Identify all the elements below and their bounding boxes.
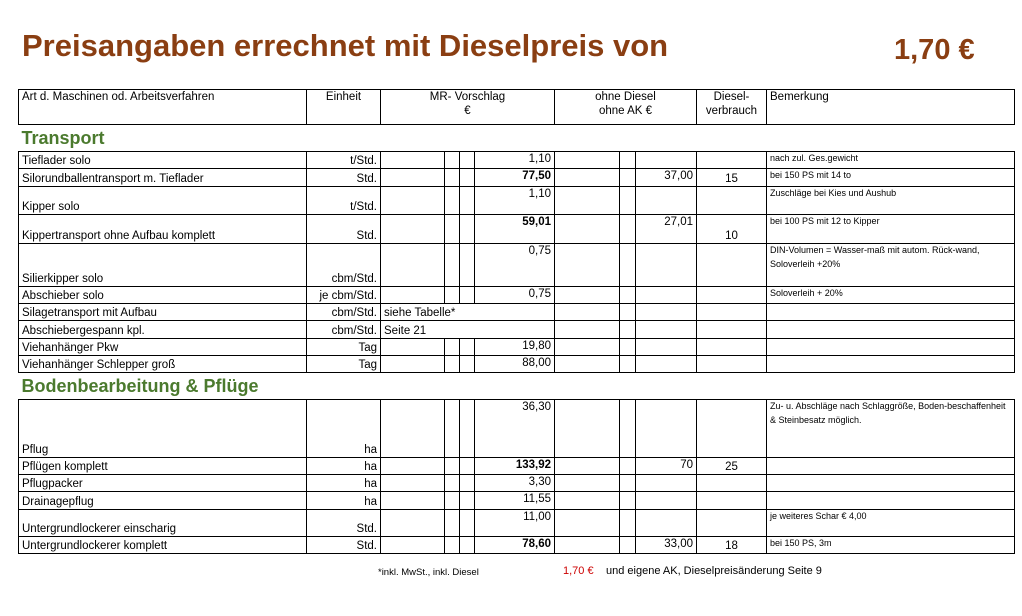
cell-empty — [381, 356, 445, 373]
table-row — [19, 187, 1015, 215]
cell-name: Pflugpacker — [19, 475, 307, 492]
cell-empty — [445, 152, 460, 169]
cell-unit: cbm/Std. — [307, 244, 381, 287]
cell-remark: Soloverleih + 20% — [767, 287, 1015, 304]
cell-empty — [445, 287, 460, 304]
header-mr-line2: € — [464, 105, 471, 117]
footer-note: *inkl. MwSt., inkl. Diesel — [378, 567, 479, 578]
cell-empty — [381, 510, 445, 537]
cell-price-note: Seite 21 — [381, 321, 555, 339]
cell-empty — [620, 304, 636, 321]
cell-no-diesel — [636, 304, 697, 321]
cell-empty — [381, 537, 445, 554]
cell-diesel — [697, 339, 767, 356]
cell-name: Abschieber solo — [19, 287, 307, 304]
cell-empty — [620, 537, 636, 554]
cell-empty — [555, 400, 620, 458]
cell-empty — [381, 400, 445, 458]
cell-empty — [445, 169, 460, 187]
cell-price: 0,75 — [475, 287, 555, 304]
cell-price: 11,55 — [475, 492, 555, 510]
cell-name: Kippertransport ohne Aufbau komplett — [19, 215, 307, 244]
header-diesel-line2: verbrauch — [705, 105, 758, 117]
cell-empty — [381, 187, 445, 215]
cell-empty — [555, 244, 620, 287]
cell-empty — [381, 244, 445, 287]
cell-remark — [767, 492, 1015, 510]
cell-unit: ha — [307, 492, 381, 510]
cell-unit: Std. — [307, 510, 381, 537]
cell-unit: t/Std. — [307, 187, 381, 215]
cell-price: 11,00 — [475, 510, 555, 537]
cell-empty — [460, 339, 475, 356]
cell-name: Silagetransport mit Aufbau — [19, 304, 307, 321]
cell-unit: ha — [307, 400, 381, 458]
header-nodiesel-line1: ohne Diesel — [595, 91, 656, 103]
header-diesel-line1: Diesel- — [713, 91, 750, 103]
boden-rows — [19, 400, 1015, 554]
cell-price: 19,80 — [475, 339, 555, 356]
cell-empty — [460, 187, 475, 215]
cell-empty — [555, 492, 620, 510]
cell-diesel — [697, 510, 767, 537]
cell-empty — [381, 475, 445, 492]
cell-unit: cbm/Std. — [307, 304, 381, 321]
cell-name: Abschiebergespann kpl. — [19, 321, 307, 339]
cell-empty — [445, 215, 460, 244]
table-row — [19, 356, 1015, 373]
cell-no-diesel — [636, 475, 697, 492]
cell-unit: t/Std. — [307, 152, 381, 169]
cell-diesel — [697, 187, 767, 215]
cell-no-diesel — [636, 356, 697, 373]
table-header-row — [19, 90, 1015, 125]
cell-empty — [381, 152, 445, 169]
cell-unit: Tag — [307, 339, 381, 356]
table-row — [19, 169, 1015, 187]
cell-empty — [555, 187, 620, 215]
cell-name: Kipper solo — [19, 187, 307, 215]
cell-price-note: siehe Tabelle* — [381, 304, 555, 321]
cell-unit: ha — [307, 475, 381, 492]
cell-diesel: 25 — [697, 458, 767, 475]
header-col-mr — [381, 90, 555, 125]
cell-unit: Tag — [307, 356, 381, 373]
cell-empty — [460, 400, 475, 458]
cell-empty — [460, 510, 475, 537]
cell-diesel — [697, 321, 767, 339]
cell-empty — [460, 215, 475, 244]
cell-unit: je cbm/Std. — [307, 287, 381, 304]
section-transport: Transport — [19, 125, 1015, 152]
cell-empty — [555, 169, 620, 187]
cell-no-diesel — [636, 244, 697, 287]
cell-price: 88,00 — [475, 356, 555, 373]
cell-name: Viehanhänger Pkw — [19, 339, 307, 356]
cell-remark: bei 150 PS, 3m — [767, 537, 1015, 554]
cell-price: 1,10 — [475, 187, 555, 215]
header-col-remark: Bemerkung — [767, 90, 1015, 125]
cell-empty — [555, 475, 620, 492]
cell-no-diesel — [636, 152, 697, 169]
cell-empty — [381, 339, 445, 356]
cell-empty — [445, 187, 460, 215]
cell-no-diesel: 37,00 — [636, 169, 697, 187]
header-col-name: Art d. Maschinen od. Arbeitsverfahren — [19, 90, 307, 125]
cell-empty — [555, 304, 620, 321]
cell-empty — [381, 287, 445, 304]
header-col-diesel — [697, 90, 767, 125]
cell-remark — [767, 475, 1015, 492]
cell-remark — [767, 321, 1015, 339]
cell-unit: Std. — [307, 169, 381, 187]
table-row — [19, 458, 1015, 475]
cell-name: Silorundballentransport m. Tieflader — [19, 169, 307, 187]
cell-empty — [620, 215, 636, 244]
cell-remark — [767, 458, 1015, 475]
cell-name: Drainagepflug — [19, 492, 307, 510]
cell-unit: cbm/Std. — [307, 321, 381, 339]
cell-price: 77,50 — [475, 169, 555, 187]
table-row — [19, 339, 1015, 356]
cell-name: Pflug — [19, 400, 307, 458]
cell-empty — [381, 458, 445, 475]
cell-price: 1,10 — [475, 152, 555, 169]
cell-empty — [620, 400, 636, 458]
cell-no-diesel — [636, 400, 697, 458]
cell-empty — [555, 510, 620, 537]
cell-unit: Std. — [307, 537, 381, 554]
cell-diesel — [697, 244, 767, 287]
table-row — [19, 510, 1015, 537]
cell-empty — [555, 321, 620, 339]
cell-price: 3,30 — [475, 475, 555, 492]
cell-no-diesel — [636, 287, 697, 304]
cell-no-diesel — [636, 321, 697, 339]
cell-empty — [620, 492, 636, 510]
cell-price: 78,60 — [475, 537, 555, 554]
cell-unit: ha — [307, 458, 381, 475]
cell-empty — [381, 215, 445, 244]
cell-diesel: 18 — [697, 537, 767, 554]
diesel-price: 1,70 € — [894, 34, 975, 66]
cell-remark: Zuschläge bei Kies und Aushub — [767, 187, 1015, 215]
header-col-unit: Einheit — [307, 90, 381, 125]
table-row — [19, 321, 1015, 339]
cell-name: Pflügen komplett — [19, 458, 307, 475]
cell-empty — [620, 475, 636, 492]
cell-diesel — [697, 400, 767, 458]
cell-no-diesel — [636, 492, 697, 510]
cell-empty — [555, 339, 620, 356]
cell-name: Silierkipper solo — [19, 244, 307, 287]
footer-text: und eigene AK, Dieselpreisänderung Seite 9 — [606, 565, 822, 577]
page-title: Preisangaben errechnet mit Dieselpreis von — [22, 28, 669, 63]
cell-empty — [445, 492, 460, 510]
cell-remark: je weiteres Schar € 4,00 — [767, 510, 1015, 537]
cell-empty — [460, 244, 475, 287]
cell-empty — [460, 356, 475, 373]
cell-diesel — [697, 304, 767, 321]
cell-empty — [445, 537, 460, 554]
price-table — [18, 89, 1015, 554]
header-col-no-diesel — [555, 90, 697, 125]
table-row — [19, 475, 1015, 492]
table-row — [19, 537, 1015, 554]
cell-price: 133,92 — [475, 458, 555, 475]
cell-diesel — [697, 492, 767, 510]
cell-empty — [460, 287, 475, 304]
cell-no-diesel: 70 — [636, 458, 697, 475]
cell-diesel — [697, 356, 767, 373]
cell-remark: bei 100 PS mit 12 to Kipper — [767, 215, 1015, 244]
cell-empty — [620, 244, 636, 287]
cell-empty — [445, 400, 460, 458]
cell-empty — [445, 510, 460, 537]
cell-remark: nach zul. Ges.gewicht — [767, 152, 1015, 169]
cell-unit: Std. — [307, 215, 381, 244]
cell-empty — [381, 492, 445, 510]
cell-diesel: 10 — [697, 215, 767, 244]
cell-empty — [620, 152, 636, 169]
cell-empty — [620, 339, 636, 356]
cell-no-diesel: 33,00 — [636, 537, 697, 554]
cell-no-diesel — [636, 510, 697, 537]
cell-empty — [445, 339, 460, 356]
cell-remark: Zu- u. Abschläge nach Schlaggröße, Boden-beschaffenheit & Steinbesatz möglich. — [767, 400, 1015, 458]
cell-empty — [620, 321, 636, 339]
cell-empty — [555, 287, 620, 304]
section-boden: Bodenbearbeitung & Pflüge — [19, 373, 1015, 400]
cell-empty — [460, 152, 475, 169]
table-row — [19, 304, 1015, 321]
cell-price: 36,30 — [475, 400, 555, 458]
section-row-transport — [19, 125, 1015, 152]
cell-no-diesel — [636, 339, 697, 356]
transport-rows — [19, 152, 1015, 373]
cell-empty — [460, 492, 475, 510]
cell-empty — [620, 458, 636, 475]
cell-diesel — [697, 287, 767, 304]
section-row-boden — [19, 373, 1015, 400]
cell-empty — [555, 215, 620, 244]
cell-diesel — [697, 152, 767, 169]
table-row — [19, 244, 1015, 287]
table-row — [19, 152, 1015, 169]
cell-name: Tieflader solo — [19, 152, 307, 169]
header-mr-line1: MR- Vorschlag — [429, 91, 506, 103]
cell-empty — [460, 169, 475, 187]
cell-remark: bei 150 PS mit 14 to — [767, 169, 1015, 187]
cell-name: Untergrundlockerer einscharig — [19, 510, 307, 537]
table-row — [19, 215, 1015, 244]
cell-empty — [620, 356, 636, 373]
cell-empty — [445, 458, 460, 475]
cell-empty — [460, 475, 475, 492]
cell-remark — [767, 339, 1015, 356]
cell-empty — [620, 187, 636, 215]
cell-empty — [620, 287, 636, 304]
cell-empty — [555, 152, 620, 169]
cell-empty — [620, 169, 636, 187]
cell-remark — [767, 356, 1015, 373]
cell-empty — [620, 510, 636, 537]
cell-empty — [460, 458, 475, 475]
cell-empty — [445, 244, 460, 287]
cell-no-diesel — [636, 187, 697, 215]
cell-diesel — [697, 475, 767, 492]
cell-empty — [555, 537, 620, 554]
cell-empty — [555, 356, 620, 373]
cell-price: 59,01 — [475, 215, 555, 244]
cell-remark: DIN-Volumen = Wasser-maß mit autom. Rück-wand, Soloverleih +20% — [767, 244, 1015, 287]
footer-price: 1,70 € — [563, 565, 594, 577]
table-row — [19, 287, 1015, 304]
header-nodiesel-line2: ohne AK € — [598, 105, 653, 117]
table-row — [19, 400, 1015, 458]
cell-empty — [460, 537, 475, 554]
cell-no-diesel: 27,01 — [636, 215, 697, 244]
cell-empty — [445, 356, 460, 373]
cell-diesel: 15 — [697, 169, 767, 187]
cell-name: Untergrundlockerer komplett — [19, 537, 307, 554]
cell-empty — [555, 458, 620, 475]
cell-price: 0,75 — [475, 244, 555, 287]
cell-name: Viehanhänger Schlepper groß — [19, 356, 307, 373]
cell-empty — [381, 169, 445, 187]
cell-empty — [445, 475, 460, 492]
table-row — [19, 492, 1015, 510]
cell-remark — [767, 304, 1015, 321]
